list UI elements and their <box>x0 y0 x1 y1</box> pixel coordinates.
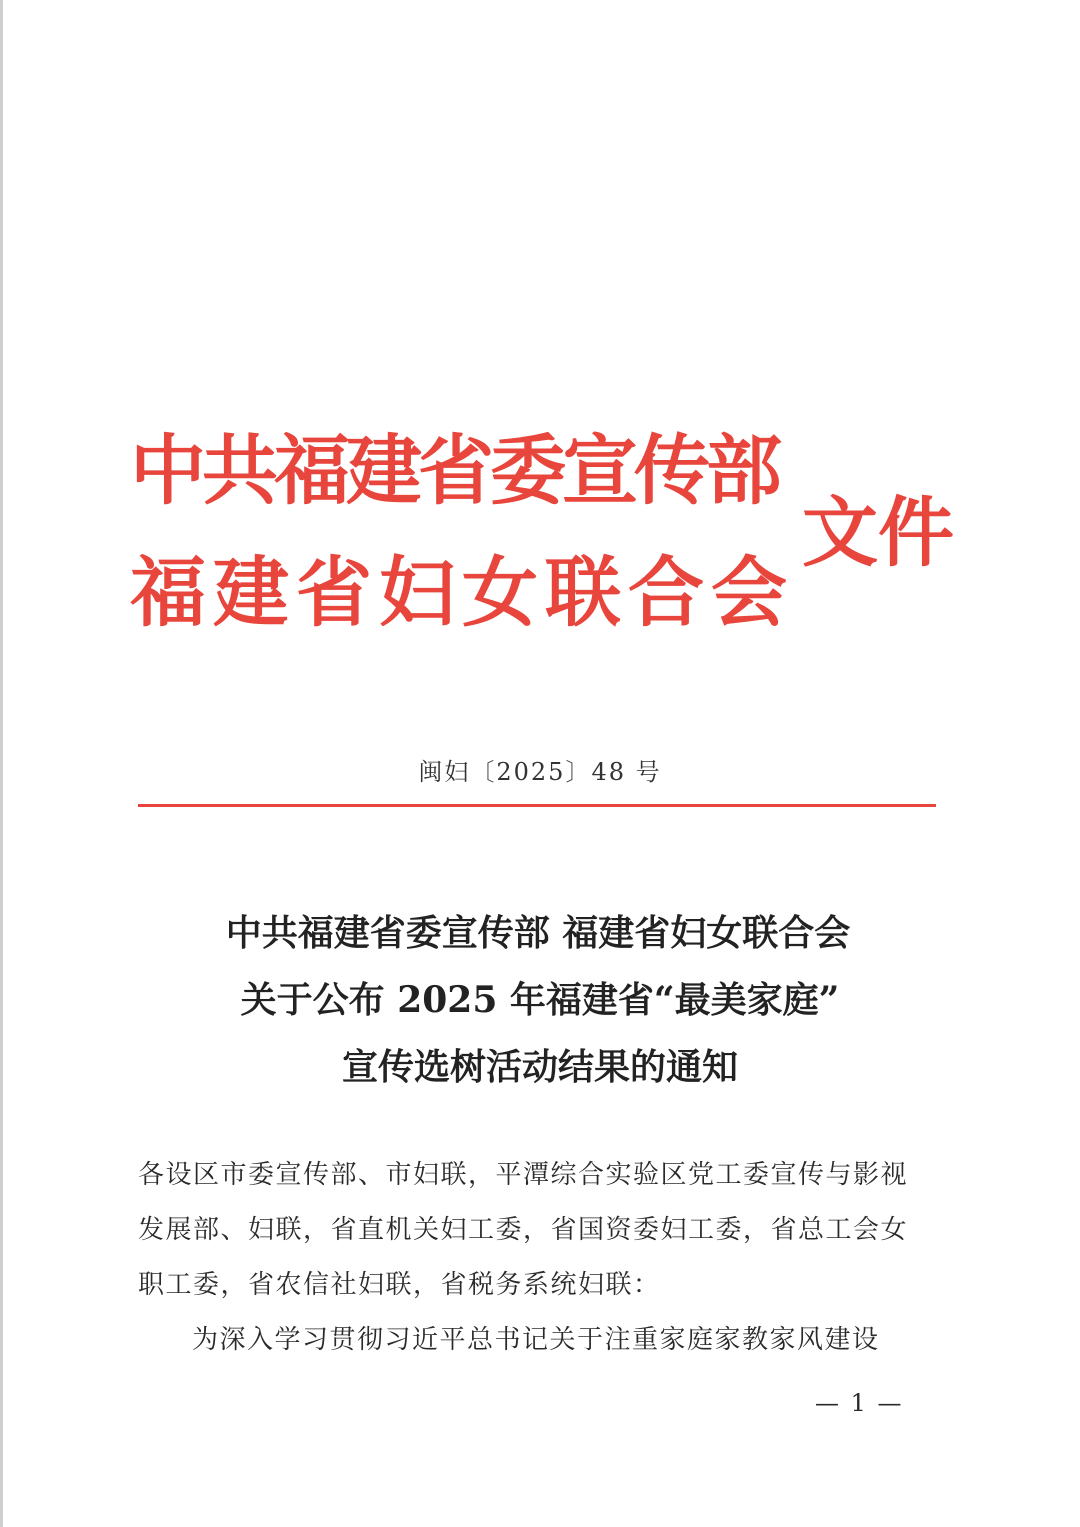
body-addressees-line-2: 发展部、妇联，省直机关妇工委，省国资委妇工委，省总工会女 <box>138 1215 909 1245</box>
document-title-line-2: 关于公布 2025 年福建省“最美家庭” <box>240 979 840 1021</box>
masthead-document-suffix: 文件 <box>802 488 954 577</box>
document-title-line-1: 中共福建省委宣传部 福建省妇女联合会 <box>225 912 851 954</box>
masthead-issuer-womens-federation: 福建省妇女联合会 <box>130 548 794 637</box>
page-number: — 1 — <box>815 1389 904 1417</box>
document-masthead <box>130 415 954 665</box>
red-separator-line <box>138 804 936 807</box>
document-number: 闽妇〔2025〕48 号 <box>418 758 662 786</box>
masthead-issuer-propaganda-dept: 中共福建省委宣传部 <box>130 426 778 515</box>
body-addressees-line-3: 职工委，省农信社妇联，省税务系统妇联： <box>138 1270 661 1300</box>
document-title-line-3: 宣传选树活动结果的通知 <box>341 1046 738 1088</box>
body-paragraph-start: 为深入学习贯彻习近平总书记关于注重家庭家教家风建设 <box>192 1325 880 1355</box>
body-addressees-line-1: 各设区市委宣传部、市妇联，平潭综合实验区党工委宣传与影视 <box>138 1160 909 1190</box>
